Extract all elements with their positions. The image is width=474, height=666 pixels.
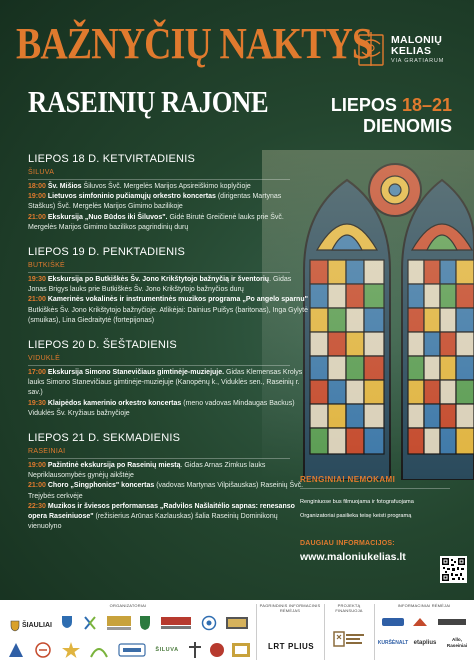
- event-item: 21:00 Choro „Singphonics" koncertas (vadovas Martynas Vilpišauskas) Raseinių Švč. Trejybės cerkvėje: [28, 482, 304, 500]
- organizer-logo-5: [138, 614, 152, 632]
- dates-line2: DIENOMIS: [362, 116, 452, 136]
- day-title: LIEPOS 18 D. KETVIRTADIENIS: [28, 153, 195, 165]
- day-block: [28, 245, 328, 326]
- main-partner-label: PAGRINDINIS INFORMACINIS RĖMĖJAS: [259, 603, 321, 613]
- organizer-logo-6: [158, 614, 194, 632]
- place-label: RASEINIAI: [28, 447, 290, 459]
- schedule: [28, 152, 328, 544]
- website-link[interactable]: www.maloniukelias.lt: [300, 551, 406, 563]
- culture-council-logo: [330, 628, 368, 658]
- event-item: 19:00 Pažintinė ekskursija po Raseinių miestą. Gidas Arnas Zimkus lauks Nepriklausomybės gynėjų aikštėje: [28, 462, 266, 480]
- program-change-note: Organizatoriai pasilieka teisę keisti programą: [300, 513, 412, 519]
- media-logo-2: [410, 615, 430, 629]
- event-item: 19:00 Lietuvos simfoninio pučiamųjų orkestro koncertas (dirigentas Martynas Staškus) Švč. Mergelės Marijos Gimimo bazilikoje: [28, 193, 282, 211]
- route-logo-icon: [356, 30, 386, 68]
- lrt-plius-logo: LRT PLIUS: [267, 642, 315, 651]
- logo-line1: MALONIŲ: [391, 33, 443, 46]
- organizer-logo-11: [60, 640, 82, 660]
- place-label: VIDUKLĖ: [28, 354, 290, 366]
- media-partners-label: INFORMACINIAI RĖMĖJAI: [397, 603, 451, 608]
- event-item: 21:00 Kamerinės vokalinės ir instrumentinės muzikos programa „Po angelo sparnu" Butkiškės Šv. Jono Krikštytojo bažnyčioje. Atlikėjai: Dainius Puišys (baritonas), Inga Gylytė (smuikas), Lina Giedraitytė (fortepijonas): [28, 296, 308, 324]
- organizers-label: ORGANIZATORIAI: [109, 603, 147, 608]
- place-label: BUTKIŠKĖ: [28, 261, 290, 273]
- media-logo-1: [380, 615, 406, 629]
- event-dates: [331, 95, 452, 137]
- divider: [374, 604, 375, 660]
- organizer-logo-17: [230, 640, 252, 660]
- qr-code-icon[interactable]: [440, 556, 467, 583]
- day-title: LIEPOS 20 D. ŠEŠTADIENIS: [28, 339, 177, 352]
- organizer-logo-10: [30, 640, 56, 660]
- event-item: 19:30 Ekskursija po Butkiškės Šv. Jono Krikštytojo bažnyčią ir šventorių. Gidas Jonas Brigys lauks prie Butkiškės Šv. Jono Krikštytojo bažnyčios durų: [28, 276, 292, 294]
- day-block: [28, 338, 328, 419]
- free-events-label: RENGINIAI NEMOKAMI: [300, 475, 450, 489]
- organizer-logo-16: [208, 640, 226, 660]
- event-subtitle: RASEINIŲ RAJONE: [28, 84, 269, 119]
- divider: [324, 604, 325, 660]
- day-title: LIEPOS 19 D. PENKTADIENIS: [28, 246, 186, 259]
- allo-raseiniai-logo: Allo, Raseiniai: [446, 637, 468, 648]
- more-info-label: DAUGIAU INFORMACIJOS:: [300, 540, 395, 547]
- media-logo-3: [436, 615, 468, 629]
- logo-line2: KELIAS: [391, 44, 432, 57]
- event-item: 17:00 Ekskursija Simono Stanevičiaus gimtinėje-muziejuje. Gidas Klemensas Krolys lauks Simono Stanevičiaus gimtinėje-muziejuje (Kanopėnų k., Viduklės sen., Raseinių r. sav.): [28, 369, 303, 397]
- event-item: 22:30 Muzikos ir šviesos performansas „Radvilos Našlaitėlio sapnas: renesanso opera Raseiniuose" (režisierius Arūnas Kazlauskas) šalia Raseinių Dominikonų vienuolyno: [28, 502, 295, 531]
- dates-prefix: LIEPOS: [330, 95, 402, 115]
- day-block: [28, 152, 328, 233]
- divider: [256, 604, 257, 660]
- organizer-logo-4: [104, 614, 134, 632]
- siluva-logo: ŠILUVA: [155, 647, 179, 653]
- funding-label: PROJEKTĄ FINANSUOJA: [335, 603, 363, 613]
- organizer-logo-9: [6, 640, 26, 660]
- event-item: 21:00 Ekskursija „Nuo Būdos iki Šiluvos". Gidė Birutė Greičienė lauks prie Švč. Mergelės Marijos Gimimo bazilikos pagrindinių durų: [28, 213, 284, 231]
- etaplius-logo: etaplius: [413, 640, 437, 646]
- dates-range: 18–21: [401, 95, 452, 115]
- shield-icon: [10, 620, 20, 632]
- organizer-logo-12: [86, 640, 112, 660]
- organizer-logo-7: [200, 614, 218, 632]
- siauliai-logo: ŠIAULIAI: [6, 618, 56, 634]
- day-title: LIEPOS 21 D. SEKMADIENIS: [28, 432, 181, 445]
- logo-line3: VIA GRATIARUM: [391, 57, 445, 64]
- organizer-logo-15: [186, 640, 204, 660]
- event-title: BAŽNYČIŲ NAKTYS: [16, 19, 373, 68]
- event-item: 19:30 Klaipėdos kamerinio orkestro koncertas (meno vadovas Mindaugas Backus) Viduklės Šv. Kryžiaus bažnyčioje: [28, 399, 295, 417]
- event-item: 18:00 Šv. Mišios Šiluvos Švč. Mergelės Marijos Apsireiškimo koplyčioje: [28, 183, 251, 190]
- filming-note: Renginiuose bus filmuojama ir fotografuojama: [300, 499, 414, 505]
- info-panel: [300, 475, 470, 563]
- day-block: [28, 431, 328, 532]
- maloniu-kelias-logo[interactable]: [356, 30, 444, 68]
- organizer-logo-8: [224, 614, 250, 632]
- sponsors-footer: [0, 600, 474, 666]
- organizer-logo-3: [82, 615, 98, 631]
- kursenalt-logo: KURŠĖNALT: [377, 640, 409, 646]
- place-label: ŠILUVA: [28, 168, 290, 180]
- organizer-logo-13: [116, 640, 148, 660]
- organizer-logo-2: [60, 615, 74, 629]
